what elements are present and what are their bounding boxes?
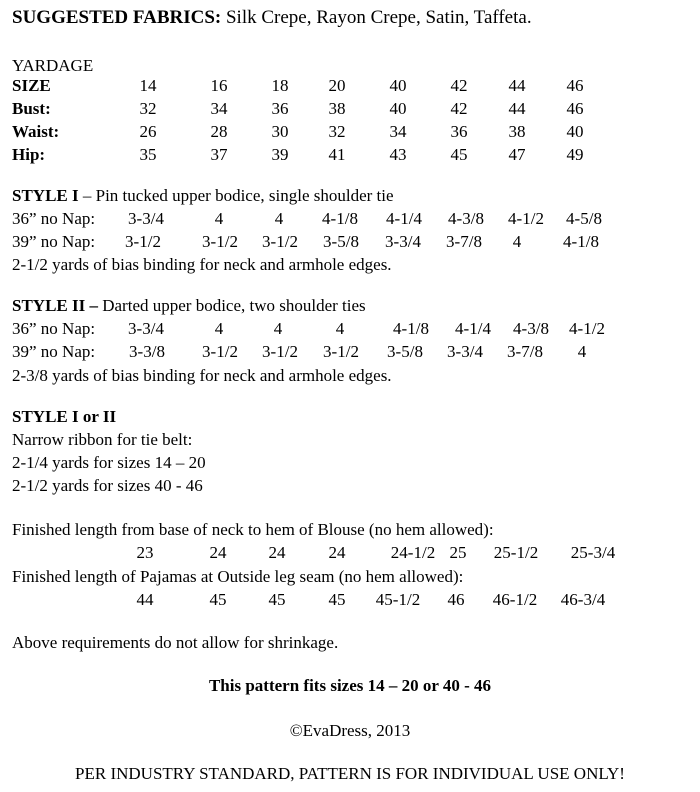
blouse-length-value: 25-3/4 (570, 543, 616, 562)
style1-36-value: 3-3/4 (128, 209, 164, 228)
style2-36-value: 4 (273, 319, 283, 338)
blouse-length-value: 25 (449, 543, 467, 562)
style1-36-value: 4 (274, 209, 284, 228)
waist-value: 32 (328, 122, 346, 141)
pajama-length-value: 44 (136, 590, 154, 609)
ribbon-line: Narrow ribbon for tie belt: (12, 430, 193, 449)
blouse-length-label: Finished length from base of neck to hem of Blouse (no hem allowed): (12, 520, 494, 539)
style2-36-value: 4-1/2 (569, 319, 605, 338)
size-value: 40 (389, 76, 407, 95)
hip-value: 43 (389, 145, 407, 164)
style2-39-label: 39” no Nap: (12, 342, 96, 361)
style2-heading (12, 297, 366, 314)
pajama-length-value: 45 (328, 590, 346, 609)
hip-label: Hip: (12, 145, 46, 164)
suggested-fabrics-value: Silk Crepe, Rayon Crepe, Satin, Taffeta. (221, 7, 532, 28)
style1-39-value: 3-1/2 (262, 232, 298, 251)
waist-value: 28 (210, 122, 228, 141)
waist-value: 38 (508, 122, 526, 141)
style1-39-value: 3-7/8 (446, 232, 482, 251)
hip-value: 47 (508, 145, 526, 164)
style2-39-value: 3-3/8 (129, 342, 165, 361)
style2-39-value: 3-1/2 (202, 342, 238, 361)
style1-39-value: 4-1/8 (563, 232, 599, 251)
pajama-length-value: 46 (447, 590, 465, 609)
bust-value: 42 (450, 99, 468, 118)
bust-value: 44 (508, 99, 526, 118)
style1-39-value: 4 (512, 232, 522, 251)
waist-value: 36 (450, 122, 468, 141)
style1-heading (12, 187, 394, 204)
style2-36-value: 4 (335, 319, 345, 338)
style2-39-value: 3-3/4 (447, 342, 483, 361)
blouse-length-value: 23 (136, 543, 154, 562)
style1-desc: – Pin tucked upper bodice, single shoulder tie (78, 186, 394, 205)
style1-36-value: 4-5/8 (566, 209, 602, 228)
style2-desc: Darted upper bodice, two shoulder ties (97, 296, 366, 315)
waist-value: 26 (139, 122, 157, 141)
size-value: 16 (210, 76, 228, 95)
size-value: 18 (271, 76, 289, 95)
bust-label: Bust: (12, 99, 51, 118)
style1-36-value: 4-1/2 (508, 209, 544, 228)
style1-39-value: 3-5/8 (323, 232, 359, 251)
waist-value: 34 (389, 122, 407, 141)
hip-value: 37 (210, 145, 228, 164)
hip-value: 39 (271, 145, 289, 164)
size-label: SIZE (12, 76, 51, 95)
style1-36-value: 4 (214, 209, 224, 228)
style1-39-value: 3-3/4 (385, 232, 421, 251)
ribbon-line: 2-1/4 yards for sizes 14 – 20 (12, 453, 206, 472)
style2-39-value: 3-1/2 (262, 342, 298, 361)
size-value: 44 (508, 76, 526, 95)
yardage-title: YARDAGE (12, 56, 94, 75)
pajama-length-label: Finished length of Pajamas at Outside leg seam (no hem allowed): (12, 567, 464, 586)
style1-note: 2-1/2 yards of bias binding for neck and armhole edges. (12, 255, 392, 274)
bust-value: 34 (210, 99, 228, 118)
bust-value: 46 (566, 99, 584, 118)
blouse-length-value: 25-1/2 (493, 543, 539, 562)
style2-39-value: 3-7/8 (507, 342, 543, 361)
style2-36-value: 4 (214, 319, 224, 338)
style2-39-value: 3-5/8 (387, 342, 423, 361)
style2-36-value: 3-3/4 (128, 319, 164, 338)
style2-36-value: 4-1/8 (393, 319, 429, 338)
blouse-length-value: 24 (209, 543, 227, 562)
waist-value: 30 (271, 122, 289, 141)
blouse-length-value: 24 (268, 543, 286, 562)
fits-sizes: This pattern fits sizes 14 – 20 or 40 - 46 (208, 676, 492, 695)
style1-title: STYLE I (12, 186, 79, 205)
hip-value: 35 (139, 145, 157, 164)
copyright: ©EvaDress, 2013 (289, 721, 411, 740)
style1-36-value: 4-3/8 (448, 209, 484, 228)
style1-39-label: 39” no Nap: (12, 232, 96, 251)
style1-36-label: 36” no Nap: (12, 209, 96, 228)
hip-value: 41 (328, 145, 346, 164)
style1-36-value: 4-1/8 (322, 209, 358, 228)
pajama-length-value: 45 (209, 590, 227, 609)
size-value: 46 (566, 76, 584, 95)
waist-value: 40 (566, 122, 584, 141)
hip-value: 49 (566, 145, 584, 164)
style2-36-label: 36” no Nap: (12, 319, 96, 338)
pajama-length-value: 45-1/2 (375, 590, 421, 609)
shrinkage-note: Above requirements do not allow for shrinkage. (12, 633, 339, 652)
pajama-length-value: 45 (268, 590, 286, 609)
bust-value: 40 (389, 99, 407, 118)
style1-39-value: 3-1/2 (125, 232, 161, 251)
bust-value: 38 (328, 99, 346, 118)
size-value: 20 (328, 76, 346, 95)
hip-value: 45 (450, 145, 468, 164)
blouse-length-value: 24 (328, 543, 346, 562)
pajama-length-value: 46-1/2 (492, 590, 538, 609)
style2-36-value: 4-1/4 (455, 319, 491, 338)
waist-label: Waist: (12, 122, 60, 141)
style1-39-value: 3-1/2 (202, 232, 238, 251)
pajama-length-value: 46-3/4 (560, 590, 606, 609)
suggested-fabrics-label: SUGGESTED FABRICS: (12, 7, 222, 28)
style2-39-value: 3-1/2 (323, 342, 359, 361)
style2-note: 2-3/8 yards of bias binding for neck and armhole edges. (12, 366, 392, 385)
size-value: 14 (139, 76, 157, 95)
style-either-title: STYLE I or II (12, 407, 117, 426)
style2-title: STYLE II – (12, 296, 98, 315)
bust-value: 36 (271, 99, 289, 118)
ribbon-line: 2-1/2 yards for sizes 40 - 46 (12, 476, 203, 495)
bust-value: 32 (139, 99, 157, 118)
style2-36-value: 4-3/8 (513, 319, 549, 338)
size-value: 42 (450, 76, 468, 95)
style1-36-value: 4-1/4 (386, 209, 422, 228)
suggested-fabrics (12, 8, 532, 27)
blouse-length-value: 24-1/2 (390, 543, 436, 562)
style2-39-value: 4 (577, 342, 587, 361)
usage-notice: PER INDUSTRY STANDARD, PATTERN IS FOR INDIVIDUAL USE ONLY! (75, 764, 625, 783)
